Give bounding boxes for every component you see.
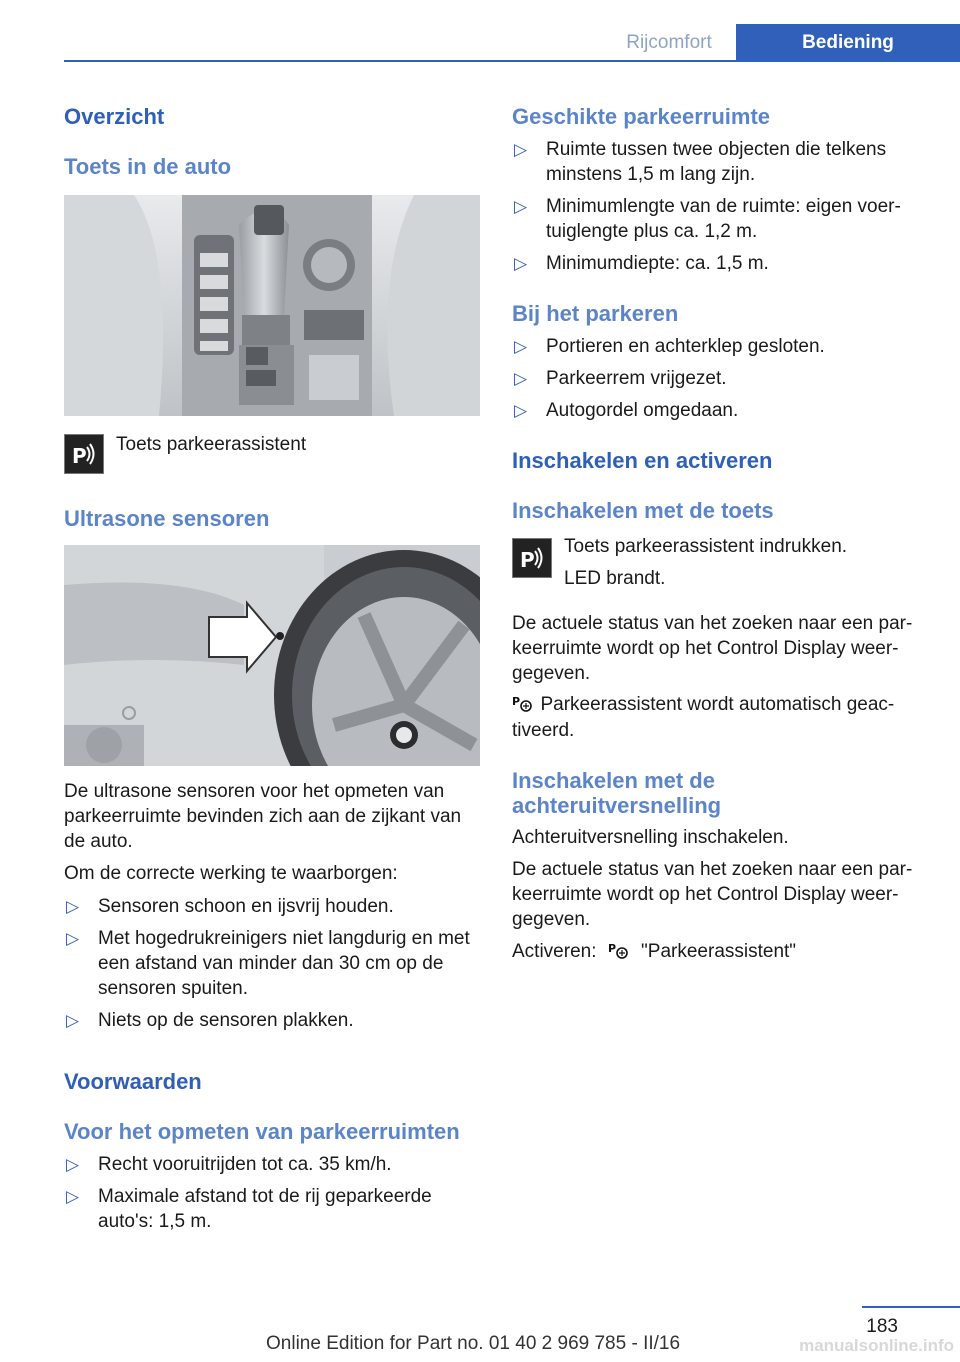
page-number: 183: [866, 1316, 898, 1337]
auto-activate-text: Parkeerassistent wordt automatisch geactiveerd.: [512, 694, 895, 741]
button-caption: Toets parkeerassistent: [116, 434, 307, 455]
heading-with-reverse: Inschakelen met de achteruitversnelling: [512, 768, 722, 818]
park-assist-button-icon: [64, 434, 104, 474]
triangle-bullet-icon: ▷: [66, 897, 80, 916]
list-item: ▷ Minimumlengte van de ruimte: eigen voertuiglengte plus ca. 1,2 m.: [514, 196, 901, 242]
watermark: manualsonline.info: [799, 1336, 954, 1355]
triangle-bullet-icon: ▷: [514, 254, 528, 273]
triangle-bullet-icon: ▷: [66, 1187, 80, 1206]
list-item: ▷ Met hogedrukreinigers niet langdurig en met een afstand van minder dan 30 cm op de sensoren spuiten.: [66, 928, 470, 999]
sensor-photo: [64, 545, 480, 766]
park-assist-button-icon: [512, 538, 552, 578]
heading-conditions: Voorwaarden: [64, 1069, 202, 1094]
footer-edition: Online Edition for Part no. 01 40 2 969 785 - II/16: [266, 1333, 681, 1354]
list-item: ▷ Niets op de sensoren plakken.: [66, 1010, 354, 1031]
triangle-bullet-icon: ▷: [66, 1011, 80, 1030]
list-item: ▷ Minimumdiepte: ca. 1,5 m.: [514, 253, 769, 274]
footer-rule: [862, 1306, 960, 1308]
triangle-bullet-icon: ▷: [514, 140, 528, 159]
tab-chapter[interactable]: Bediening: [736, 24, 960, 61]
console-photo: [64, 195, 480, 416]
measuring-list: [64, 1152, 480, 1241]
console-illustration: [64, 195, 480, 416]
heading-overview: Overzicht: [64, 104, 165, 129]
heading-ultrasonic-sensors: Ultrasone sensoren: [64, 506, 270, 531]
list-item: ▷ Parkeerrem vrijgezet.: [514, 368, 727, 389]
park-assist-symbol-icon: [512, 693, 536, 718]
activate-label: Activeren:: [512, 941, 597, 962]
status-text-2: De actuele status van het zoeken naar een parkeerruimte wordt op het Control Display weergegeven.: [512, 859, 913, 930]
activate-line: [512, 939, 928, 967]
triangle-bullet-icon: ▷: [514, 337, 528, 356]
heading-suitable-space: Geschikte parkeerruimte: [512, 104, 771, 129]
auto-activate-paragraph: [512, 692, 928, 743]
svg-text:P: P: [607, 942, 616, 955]
svg-text:P: P: [72, 444, 87, 468]
triangle-bullet-icon: ▷: [514, 197, 528, 216]
list-item: ▷ Ruimte tussen twee objecten die telkens minstens 1,5 m lang zijn.: [514, 139, 887, 185]
triangle-bullet-icon: ▷: [514, 401, 528, 420]
activate-menu-item: "Parkeerassistent": [641, 941, 797, 962]
press-button-text: Toets parkeerassistent indrukken.: [564, 536, 848, 557]
triangle-bullet-icon: ▷: [514, 369, 528, 388]
sensors-description: De ultrasone sensoren voor het opmeten van parkeerruimte bevinden zich aan de zijkant van de auto.: [64, 781, 462, 852]
heading-activate: Inschakelen en activeren: [512, 448, 773, 473]
reverse-text: Achteruitversnelling inschakelen.: [512, 827, 789, 848]
svg-text:P: P: [520, 548, 535, 572]
list-item: ▷ Portieren en achterklep gesloten.: [514, 336, 825, 357]
list-item: ▷ Sensoren schoon en ijsvrij houden.: [66, 896, 394, 917]
tab-section[interactable]: Rijcomfort: [626, 31, 712, 53]
triangle-bullet-icon: ▷: [66, 1155, 80, 1174]
list-item: ▷ Maximale afstand tot de rij geparkeerde auto's: 1,5 m.: [66, 1186, 432, 1232]
led-text: LED brandt.: [564, 568, 666, 589]
parking-list: [512, 334, 928, 430]
triangle-bullet-icon: ▷: [66, 929, 80, 948]
list-item: ▷ Autogordel omgedaan.: [514, 400, 739, 421]
suitable-list: [512, 137, 928, 283]
heading-with-button: Inschakelen met de toets: [512, 498, 774, 523]
heading-measuring: Voor het opmeten van parkeerruimten: [64, 1119, 460, 1144]
sensor-care-list: [64, 894, 480, 1040]
header-rule: [64, 60, 960, 62]
correct-function-intro: Om de correcte werking te waarborgen:: [64, 863, 398, 884]
list-item: ▷ Recht vooruitrijden tot ca. 35 km/h.: [66, 1154, 392, 1175]
sensor-illustration: [64, 545, 480, 766]
park-assist-symbol-icon: [602, 940, 636, 967]
status-text: De actuele status van het zoeken naar een parkeerruimte wordt op het Control Display weergegeven.: [512, 613, 913, 684]
heading-button-in-car: Toets in de auto: [64, 154, 232, 179]
header-tabs: [602, 24, 960, 61]
heading-when-parking: Bij het parkeren: [512, 301, 679, 326]
svg-text:P: P: [512, 695, 521, 708]
